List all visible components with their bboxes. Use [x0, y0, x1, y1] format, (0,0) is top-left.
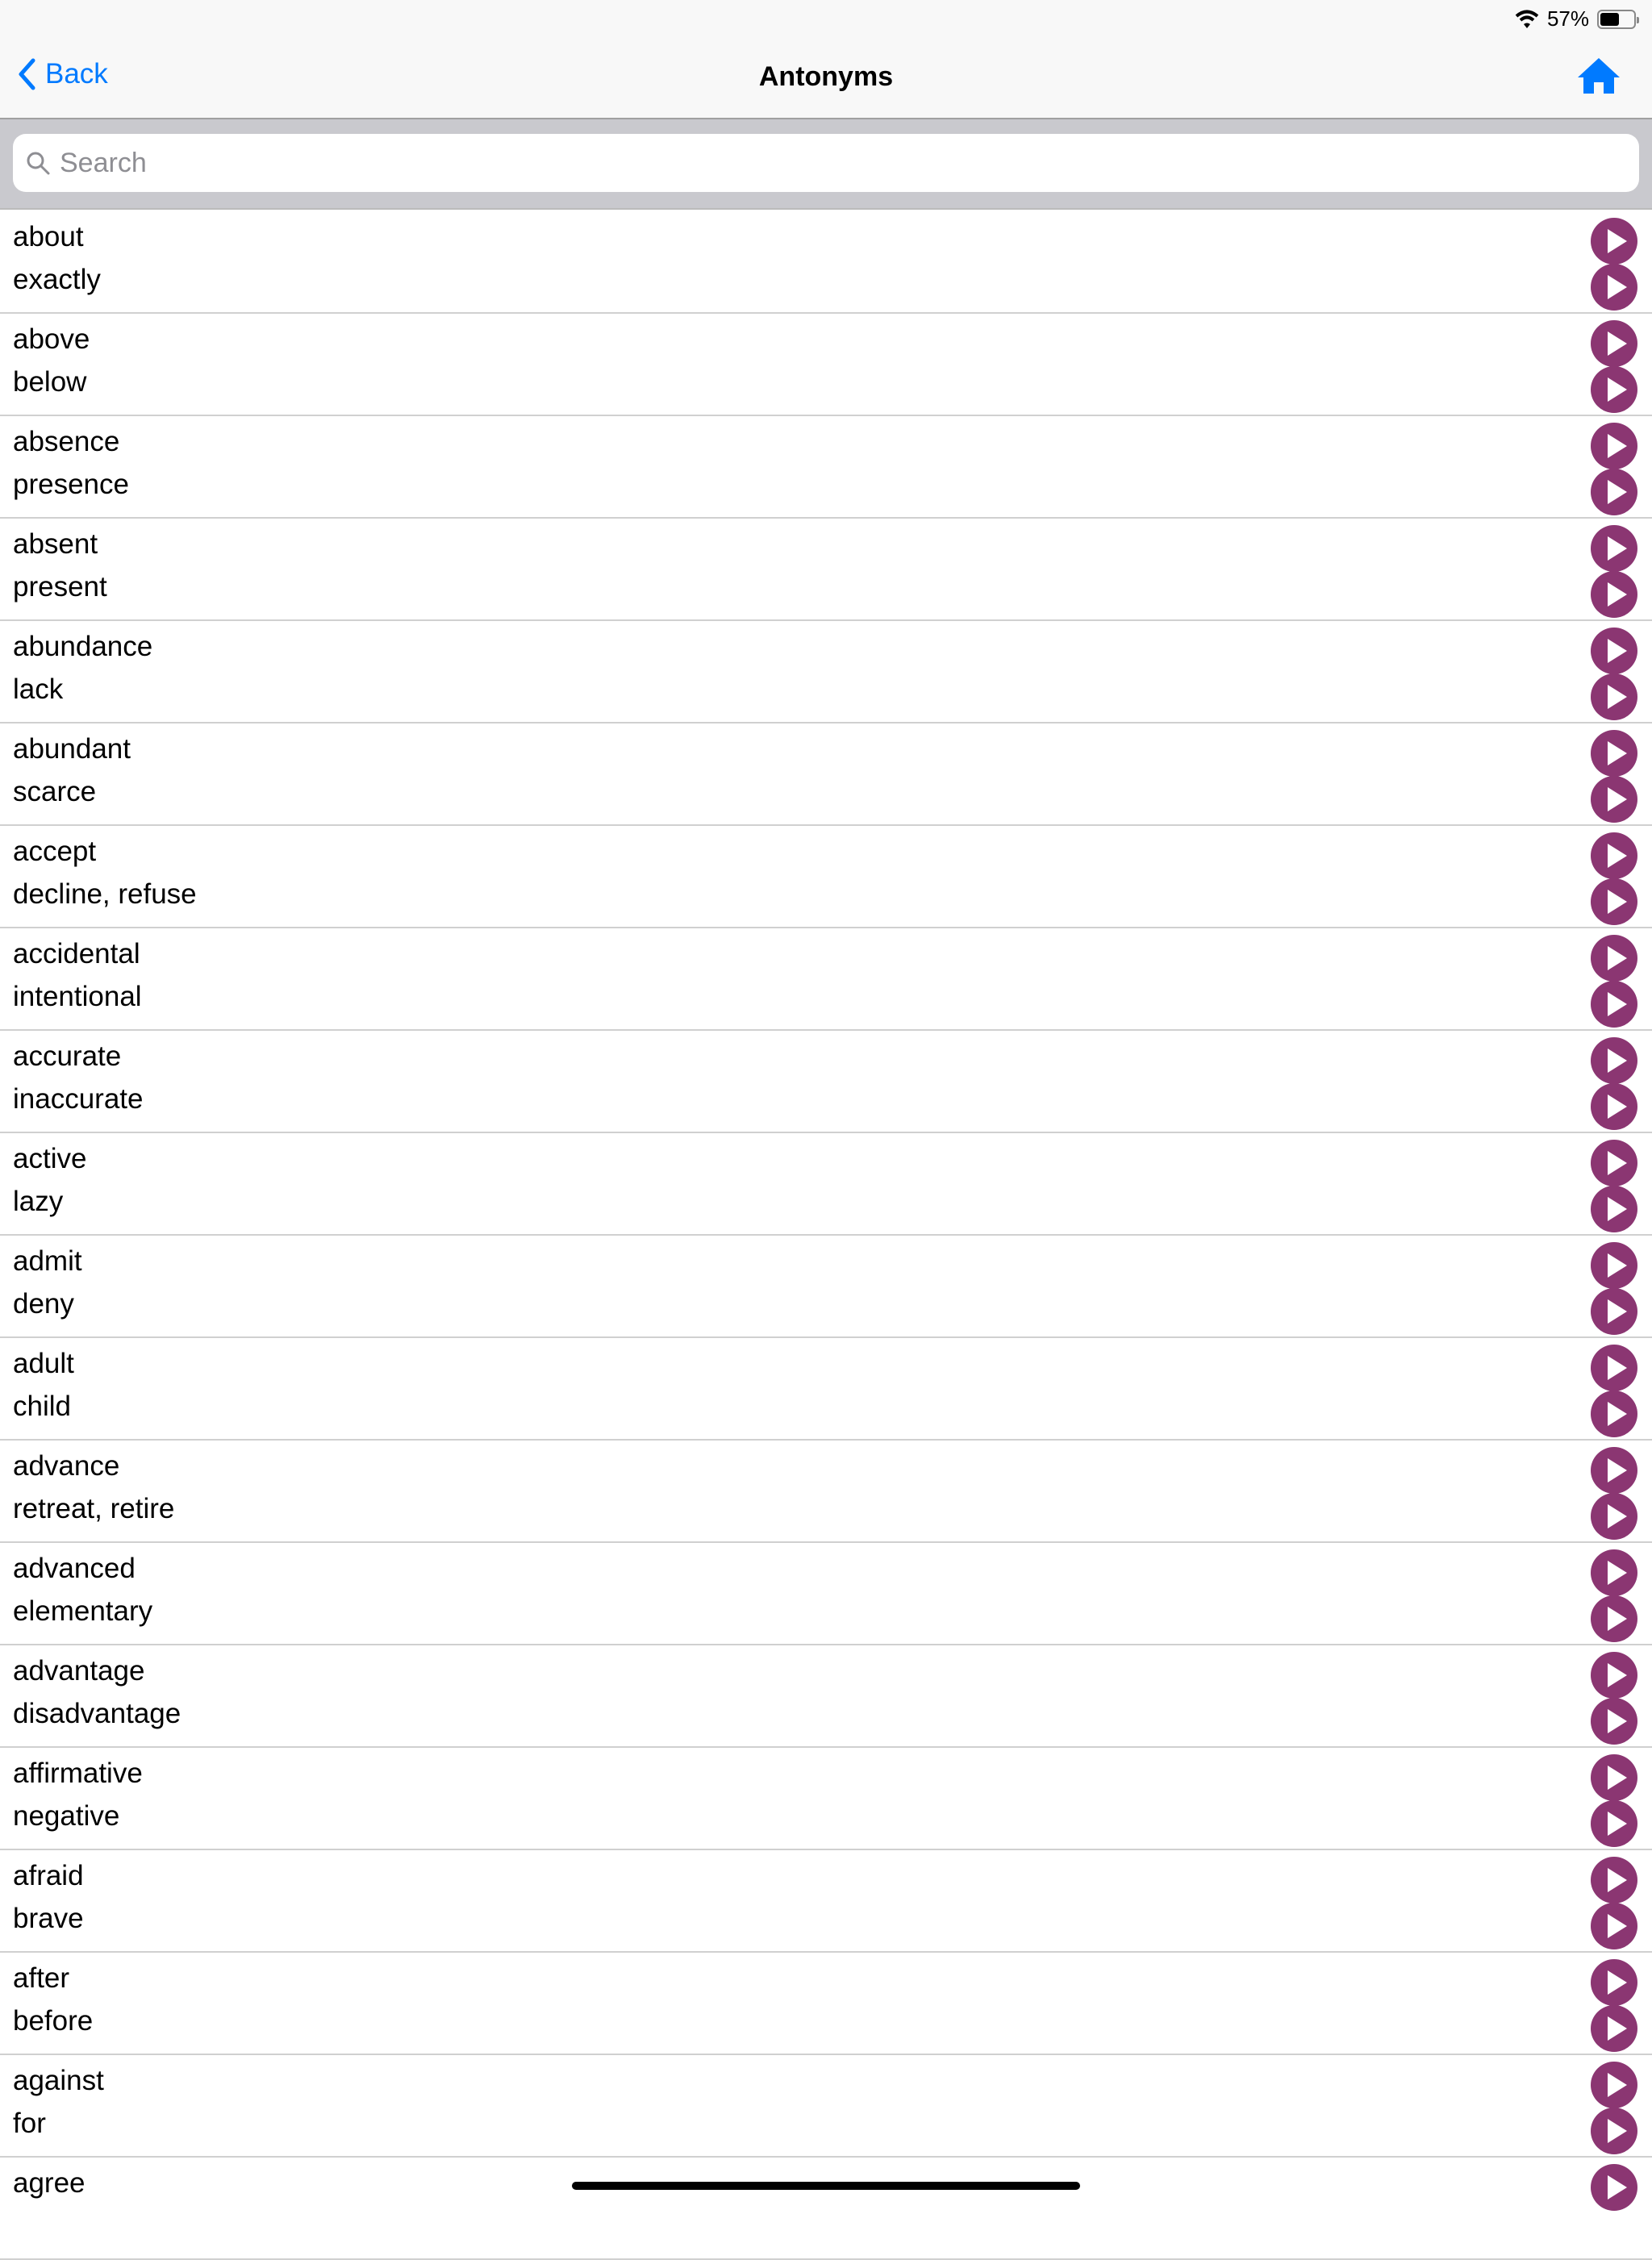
- page-title: Antonyms: [758, 61, 894, 92]
- wifi-icon: [1515, 10, 1539, 29]
- battery-percent: 57%: [1546, 6, 1589, 31]
- list-item[interactable]: [0, 2158, 1652, 2260]
- list-item[interactable]: [0, 211, 1652, 314]
- word: advance: [13, 1450, 120, 1482]
- search-icon: [26, 151, 50, 175]
- list-item[interactable]: [0, 826, 1652, 928]
- antonym: for: [13, 2108, 46, 2139]
- play-antonym-button[interactable]: [1591, 673, 1637, 720]
- word: absent: [13, 528, 98, 560]
- home-icon: [1578, 58, 1620, 94]
- play-word-button[interactable]: [1591, 320, 1637, 367]
- play-antonym-button[interactable]: [1591, 1186, 1637, 1232]
- play-word-button[interactable]: [1591, 1345, 1637, 1391]
- play-word-button[interactable]: [1591, 935, 1637, 982]
- word: adult: [13, 1348, 74, 1379]
- list-item[interactable]: [0, 1133, 1652, 1236]
- antonym: exactly: [13, 264, 101, 295]
- play-antonym-button[interactable]: [1591, 2108, 1637, 2154]
- word: accept: [13, 836, 97, 867]
- play-antonym-button[interactable]: [1591, 981, 1637, 1028]
- play-antonym-button[interactable]: [1591, 878, 1637, 925]
- antonym: intentional: [13, 981, 142, 1012]
- play-word-button[interactable]: [1591, 1549, 1637, 1596]
- antonym: before: [13, 2005, 94, 2037]
- play-word-button[interactable]: [1591, 832, 1637, 879]
- list-item[interactable]: [0, 1236, 1652, 1338]
- play-antonym-button[interactable]: [1591, 1698, 1637, 1745]
- home-indicator[interactable]: [572, 2182, 1080, 2190]
- back-label: Back: [45, 58, 108, 90]
- word: accidental: [13, 938, 140, 969]
- play-word-button[interactable]: [1591, 1242, 1637, 1289]
- play-antonym-button[interactable]: [1591, 1493, 1637, 1540]
- play-antonym-button[interactable]: [1591, 1083, 1637, 1130]
- play-word-button[interactable]: [1591, 1037, 1637, 1084]
- word: against: [13, 2065, 104, 2096]
- list-item[interactable]: [0, 519, 1652, 621]
- list-item[interactable]: [0, 416, 1652, 519]
- list-item[interactable]: [0, 1543, 1652, 1645]
- play-antonym-button[interactable]: [1591, 1595, 1637, 1642]
- antonym: deny: [13, 1288, 74, 1320]
- antonym: below: [13, 366, 87, 398]
- list-item[interactable]: [0, 314, 1652, 416]
- antonym: presence: [13, 469, 129, 500]
- status-bar: [0, 0, 1652, 40]
- list-item[interactable]: [0, 1338, 1652, 1441]
- word: accurate: [13, 1040, 122, 1072]
- play-word-button[interactable]: [1591, 1857, 1637, 1903]
- antonym: present: [13, 571, 107, 603]
- word: agree: [13, 2167, 86, 2199]
- play-word-button[interactable]: [1591, 218, 1637, 265]
- antonym: elementary: [13, 1595, 153, 1627]
- list-item[interactable]: [0, 621, 1652, 723]
- play-word-button[interactable]: [1591, 1652, 1637, 1699]
- list-item[interactable]: [0, 2055, 1652, 2158]
- list-item[interactable]: [0, 1953, 1652, 2055]
- search-field[interactable]: [13, 134, 1639, 192]
- search-input[interactable]: [60, 148, 1639, 179]
- antonym: lack: [13, 673, 64, 705]
- antonym: scarce: [13, 776, 97, 807]
- list-item[interactable]: [0, 1441, 1652, 1543]
- antonym: lazy: [13, 1186, 64, 1217]
- word: abundance: [13, 631, 153, 662]
- play-word-button[interactable]: [1591, 1754, 1637, 1801]
- antonym: brave: [13, 1903, 84, 1934]
- play-word-button[interactable]: [1591, 525, 1637, 572]
- list-item[interactable]: [0, 928, 1652, 1031]
- play-antonym-button[interactable]: [1591, 2005, 1637, 2052]
- play-word-button[interactable]: [1591, 423, 1637, 469]
- antonym: retreat, retire: [13, 1493, 175, 1524]
- antonym: negative: [13, 1800, 120, 1832]
- play-word-button[interactable]: [1591, 2164, 1637, 2211]
- word: about: [13, 221, 84, 252]
- list-item[interactable]: [0, 1748, 1652, 1850]
- play-antonym-button[interactable]: [1591, 776, 1637, 823]
- play-antonym-button[interactable]: [1591, 366, 1637, 413]
- word: after: [13, 1962, 70, 1994]
- play-word-button[interactable]: [1591, 1140, 1637, 1186]
- antonym: inaccurate: [13, 1083, 144, 1115]
- home-button[interactable]: [1578, 58, 1620, 98]
- battery-icon: [1597, 10, 1636, 29]
- word: above: [13, 323, 90, 355]
- play-antonym-button[interactable]: [1591, 469, 1637, 515]
- word: absence: [13, 426, 120, 457]
- antonym: disadvantage: [13, 1698, 181, 1729]
- play-word-button[interactable]: [1591, 730, 1637, 777]
- list-item[interactable]: [0, 1850, 1652, 1953]
- play-word-button[interactable]: [1591, 628, 1637, 674]
- word: afraid: [13, 1860, 84, 1891]
- list-item[interactable]: [0, 1031, 1652, 1133]
- play-word-button[interactable]: [1591, 2062, 1637, 2108]
- list-item[interactable]: [0, 723, 1652, 826]
- antonym-list: [0, 211, 1652, 2260]
- navigation-bar: [0, 40, 1652, 119]
- play-word-button[interactable]: [1591, 1959, 1637, 2006]
- antonym: decline, refuse: [13, 878, 197, 910]
- antonym: child: [13, 1391, 71, 1422]
- word: active: [13, 1143, 87, 1174]
- play-antonym-button[interactable]: [1591, 1288, 1637, 1335]
- search-bar: [0, 119, 1652, 210]
- word: abundant: [13, 733, 131, 765]
- play-antonym-button[interactable]: [1591, 571, 1637, 618]
- list-item[interactable]: [0, 1645, 1652, 1748]
- word: advanced: [13, 1553, 136, 1584]
- play-antonym-button[interactable]: [1591, 264, 1637, 311]
- play-antonym-button[interactable]: [1591, 1903, 1637, 1949]
- word: advantage: [13, 1655, 145, 1687]
- play-antonym-button[interactable]: [1591, 1391, 1637, 1437]
- play-antonym-button[interactable]: [1591, 1800, 1637, 1847]
- play-word-button[interactable]: [1591, 1447, 1637, 1494]
- word: affirmative: [13, 1758, 143, 1789]
- word: admit: [13, 1245, 82, 1277]
